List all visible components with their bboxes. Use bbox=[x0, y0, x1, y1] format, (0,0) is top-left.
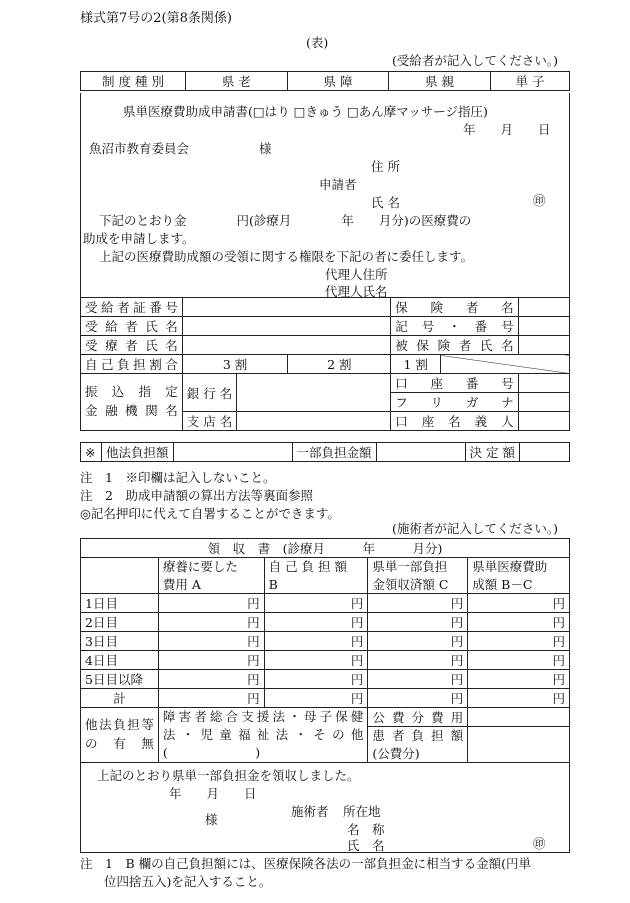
other-law-options[interactable]: 障害者総合支援法・母子保健 法・児童福祉法・その他 ( ) bbox=[158, 708, 367, 763]
application-body-1: 下記のとおり金 円(診療月 年 月分)の医療費の bbox=[99, 213, 472, 228]
addressee-sama: 様 bbox=[259, 141, 272, 156]
insurer-field[interactable] bbox=[518, 298, 569, 317]
patient-burden-label: 患 者 負 担 額 (公費分) bbox=[368, 727, 468, 763]
amount-cell[interactable]: 円 bbox=[158, 670, 264, 689]
decided-field[interactable] bbox=[519, 443, 569, 462]
receipt-seal: ㊞ bbox=[533, 836, 546, 851]
facility-name-label: 名 称 bbox=[347, 822, 385, 837]
receipt-note-2: 位四捨五入)を記入すること。 bbox=[104, 874, 272, 889]
furigana-field[interactable] bbox=[518, 393, 569, 412]
amount-cell[interactable]: 円 bbox=[468, 613, 570, 632]
amount-cell[interactable]: 円 bbox=[158, 594, 264, 613]
recipient-name-label: 受 給 者 氏 名 bbox=[81, 317, 183, 336]
receipt-table bbox=[80, 538, 570, 763]
symbol-no-field[interactable] bbox=[518, 317, 569, 336]
insured-name-label: 被保険者氏名 bbox=[391, 336, 518, 355]
ratio-2[interactable]: 2 割 bbox=[288, 355, 391, 374]
applicant-name-label: 氏 名 bbox=[371, 195, 400, 210]
amount-cell[interactable]: 円 bbox=[264, 613, 368, 632]
note-3: ◎記名押印に代えて自署することができます。 bbox=[80, 506, 340, 521]
col-a-header: 療養に要した 費用 A bbox=[158, 558, 264, 594]
system-option[interactable]: 県 親 bbox=[389, 72, 491, 91]
mark-asterisk: ※ bbox=[81, 443, 102, 462]
account-no-field[interactable] bbox=[518, 374, 569, 393]
received-text: 上記のとおり県単一部負担金を領収しました。 bbox=[97, 768, 360, 783]
table-row: 3日目 円 円 円 円 bbox=[81, 632, 570, 651]
system-option[interactable]: 県 老 bbox=[186, 72, 288, 91]
symbol-no-label: 記 号 ・ 番 号 bbox=[391, 317, 518, 336]
receipt-date[interactable]: 年 月 日 bbox=[169, 786, 257, 801]
application-title: 県単医療費助成申請書(□はり □きゅう □あん摩マッサージ指圧) bbox=[123, 104, 488, 119]
furigana-label: フ リ ガ ナ bbox=[391, 393, 518, 412]
amount-cell[interactable]: 円 bbox=[368, 651, 468, 670]
amount-cell[interactable]: 円 bbox=[468, 670, 570, 689]
ratio-3[interactable]: 3 割 bbox=[182, 355, 288, 374]
receipt-sign-section bbox=[80, 758, 570, 853]
receipt-title: 領 収 書 (診療月 年 月分) bbox=[81, 539, 570, 558]
amount-cell[interactable]: 円 bbox=[158, 651, 264, 670]
front-label: (表) bbox=[306, 35, 329, 50]
note-2: 注 2 助成申請額の算出方法等裏面参照 bbox=[80, 488, 313, 503]
amount-cell[interactable]: 円 bbox=[368, 594, 468, 613]
agent-address-label: 代理人住所 bbox=[325, 267, 388, 282]
table-row: 2日目 円 円 円 円 bbox=[81, 613, 570, 632]
application-section bbox=[80, 93, 570, 297]
public-cost-field[interactable] bbox=[468, 708, 570, 727]
ratio-1[interactable]: 1 割 bbox=[391, 355, 441, 374]
cert-no-label: 受給者証番号 bbox=[81, 298, 183, 317]
col-d-header: 県単医療費助 成額 B－C bbox=[468, 558, 570, 594]
amount-cell[interactable]: 円 bbox=[468, 651, 570, 670]
amount-cell[interactable]: 円 bbox=[368, 613, 468, 632]
system-type-table bbox=[80, 71, 570, 91]
account-holder-field[interactable] bbox=[518, 412, 569, 431]
total-row: 計 円 円 円 円 bbox=[81, 689, 570, 708]
practitioner-note: (施術者が記入してください。) bbox=[391, 521, 558, 536]
account-holder-label: 口座名義人 bbox=[391, 412, 518, 431]
decided-label: 決 定 額 bbox=[465, 443, 519, 462]
partial-burden-label: 一部負担金額 bbox=[292, 443, 376, 462]
table-row: 5日目以降 円 円 円 円 bbox=[81, 670, 570, 689]
receipt-sama: 様 bbox=[205, 812, 218, 827]
insured-name-field[interactable] bbox=[518, 336, 569, 355]
recipient-info-table bbox=[80, 297, 570, 431]
system-option[interactable]: 県 障 bbox=[287, 72, 389, 91]
branch-name-label: 支 店 名 bbox=[182, 412, 236, 431]
amount-cell[interactable]: 円 bbox=[264, 632, 368, 651]
amount-cell[interactable]: 円 bbox=[368, 632, 468, 651]
applicant-address-label: 住 所 bbox=[371, 159, 400, 174]
recipient-note: (受給者が記入してください。) bbox=[391, 53, 558, 68]
agent-name-label: 代理人氏名 bbox=[325, 284, 388, 299]
amount-cell[interactable]: 円 bbox=[158, 632, 264, 651]
amount-cell[interactable]: 円 bbox=[264, 651, 368, 670]
other-burden-label: 他法負担額 bbox=[102, 443, 174, 462]
amount-cell[interactable]: 円 bbox=[368, 670, 468, 689]
total-cell[interactable]: 円 bbox=[468, 689, 570, 708]
note-1: 注 1 ※印欄は記入しないこと。 bbox=[80, 470, 276, 485]
other-law-label: 他法負担等 の 有 無 bbox=[81, 708, 159, 763]
copay-ratio-label: 自己負担割合 bbox=[81, 355, 183, 374]
bank-label: 振 込 指 定 金融機関名 bbox=[81, 374, 183, 431]
partial-burden-field[interactable] bbox=[376, 443, 465, 462]
location-label: 所在地 bbox=[343, 804, 381, 819]
cert-no-field[interactable] bbox=[182, 298, 391, 317]
amount-cell[interactable]: 円 bbox=[264, 670, 368, 689]
addressee: 魚沼市教育委員会 bbox=[89, 141, 190, 156]
applicant-label: 申請者 bbox=[319, 177, 357, 192]
recipient-name-field[interactable] bbox=[182, 317, 391, 336]
amount-cell[interactable]: 円 bbox=[468, 594, 570, 613]
public-cost-label: 公 費 分 費 用 bbox=[368, 708, 468, 727]
application-date[interactable]: 年 月 日 bbox=[463, 122, 551, 137]
amount-cell[interactable]: 円 bbox=[158, 613, 264, 632]
amount-cell[interactable]: 円 bbox=[468, 632, 570, 651]
application-body-3: 上記の医療費助成額の受領に関する権限を下記の者に委任します。 bbox=[99, 249, 474, 264]
practitioner-name-label: 氏 名 bbox=[347, 838, 385, 853]
branch-name-field[interactable] bbox=[237, 412, 391, 431]
ratio-blank bbox=[441, 355, 570, 374]
patient-name-field[interactable] bbox=[182, 336, 391, 355]
system-type-label: 制 度 種 別 bbox=[81, 72, 186, 91]
patient-name-label: 受 療 者 氏 名 bbox=[81, 336, 183, 355]
total-cell[interactable]: 円 bbox=[368, 689, 468, 708]
col-b-header: 自 己 負 担 額 B bbox=[264, 558, 368, 594]
other-burden-field[interactable] bbox=[173, 443, 292, 462]
form-number: 様式第7号の2(第8条関係) bbox=[80, 11, 232, 26]
insurer-label: 保 険 者 名 bbox=[391, 298, 518, 317]
account-no-label: 口 座 番 号 bbox=[391, 374, 518, 393]
seal-mark: ㊞ bbox=[533, 193, 546, 208]
burden-row-table bbox=[80, 442, 570, 462]
receipt-note-1: 注 1 B 欄の自己負担額には、医療保険各法の一部負担金に相当する金額(円単 bbox=[80, 856, 531, 871]
bank-name-field[interactable] bbox=[237, 374, 391, 412]
total-cell[interactable]: 円 bbox=[158, 689, 264, 708]
application-body-2: 助成を申請します。 bbox=[83, 231, 195, 246]
table-row: 4日目 円 円 円 円 bbox=[81, 651, 570, 670]
system-option[interactable]: 単 子 bbox=[491, 72, 570, 91]
practitioner-label: 施術者 bbox=[291, 804, 329, 819]
col-c-header: 県単一部負担 金領収済額 C bbox=[368, 558, 468, 594]
total-cell[interactable]: 円 bbox=[264, 689, 368, 708]
amount-cell[interactable]: 円 bbox=[264, 594, 368, 613]
bank-name-label: 銀 行 名 bbox=[182, 374, 236, 412]
table-row: 1日目 円 円 円 円 bbox=[81, 594, 570, 613]
receipt-header-blank bbox=[81, 558, 159, 594]
